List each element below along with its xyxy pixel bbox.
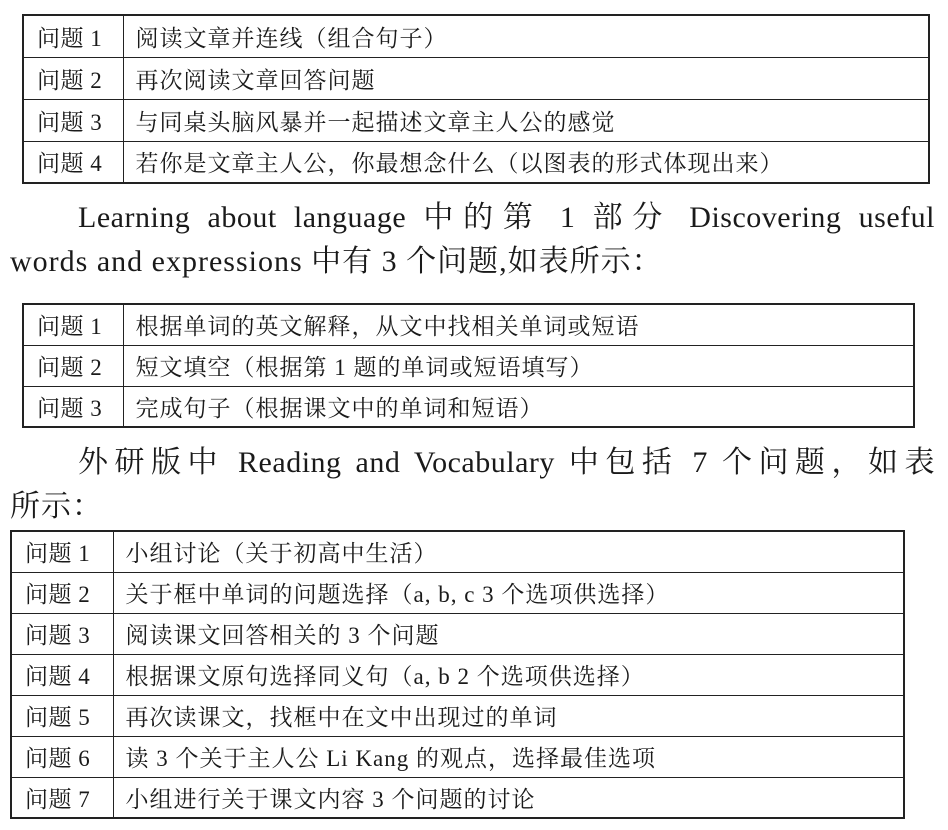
paragraph-2-line-2: 所示：: [10, 490, 103, 523]
table-row: [11, 572, 904, 613]
question-description: 根据单词的英文解释，从文中找相关单词或短语: [123, 304, 914, 345]
question-number: 问题 6: [11, 736, 113, 777]
question-description: 根据课文原句选择同义句（a, b 2 个选项供选择）: [113, 654, 904, 695]
question-number: 问题 1: [11, 531, 113, 572]
paragraph-1-line-2: words and expressions 中有 3 个问题,如表所示：: [10, 245, 663, 278]
question-description: 小组讨论（关于初高中生活）: [113, 531, 904, 572]
question-table-3: [10, 530, 905, 819]
question-table-1: [22, 14, 930, 184]
question-number: 问题 2: [23, 57, 123, 99]
table-row: [23, 141, 929, 183]
question-number: 问题 4: [11, 654, 113, 695]
question-number: 问题 1: [23, 304, 123, 345]
question-number: 问题 5: [11, 695, 113, 736]
question-number: 问题 3: [23, 99, 123, 141]
table-row: [11, 531, 904, 572]
question-number: 问题 2: [11, 572, 113, 613]
table-row: [11, 777, 904, 818]
question-number: 问题 4: [23, 141, 123, 183]
question-number: 问题 3: [11, 613, 113, 654]
question-number: 问题 7: [11, 777, 113, 818]
paragraph-1-line-1: Learning about language 中的第 1 部分 Discovering useful: [78, 201, 935, 234]
question-description: 读 3 个关于主人公 Li Kang 的观点，选择最佳选项: [113, 736, 904, 777]
table-row: [23, 345, 914, 386]
question-description: 阅读文章并连线（组合句子）: [123, 15, 929, 57]
paragraph-2-line-1: 外研版中 Reading and Vocabulary 中包括 7 个问题，如表: [78, 446, 935, 479]
question-number: 问题 3: [23, 386, 123, 427]
question-description: 关于框中单词的问题选择（a, b, c 3 个选项供选择）: [113, 572, 904, 613]
question-table-2: [22, 303, 915, 428]
question-description: 再次阅读文章回答问题: [123, 57, 929, 99]
question-description: 小组进行关于课文内容 3 个问题的讨论: [113, 777, 904, 818]
question-description: 再次读课文，找框中在文中出现过的单词: [113, 695, 904, 736]
question-description: 与同桌头脑风暴并一起描述文章主人公的感觉: [123, 99, 929, 141]
table-row: [23, 15, 929, 57]
question-number: 问题 2: [23, 345, 123, 386]
table-row: [11, 613, 904, 654]
table-row: [23, 304, 914, 345]
question-description: 阅读课文回答相关的 3 个问题: [113, 613, 904, 654]
table-row: [23, 386, 914, 427]
question-description: 若你是文章主人公，你最想念什么（以图表的形式体现出来）: [123, 141, 929, 183]
table-row: [11, 654, 904, 695]
table-row: [23, 99, 929, 141]
table-row: [11, 695, 904, 736]
table-row: [11, 736, 904, 777]
table-row: [23, 57, 929, 99]
question-number: 问题 1: [23, 15, 123, 57]
question-description: 完成句子（根据课文中的单词和短语）: [123, 386, 914, 427]
question-description: 短文填空（根据第 1 题的单词或短语填写）: [123, 345, 914, 386]
